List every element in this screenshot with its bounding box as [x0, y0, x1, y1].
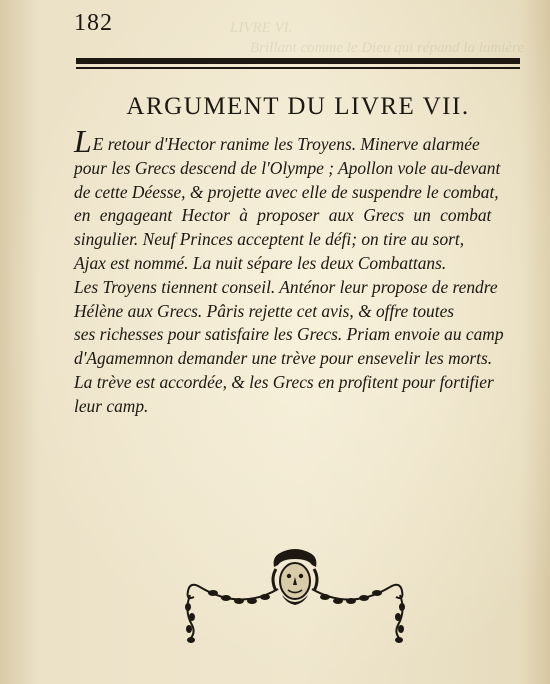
- thick-rule: [76, 58, 520, 64]
- text-line: Hélène aux Grecs. Pâris rejette cet avis, & offre toutes: [74, 300, 455, 321]
- text-line: de cette Déesse, & projette avec elle de suspendre le combat,: [74, 181, 499, 202]
- argument-text: [74, 123, 526, 419]
- thin-rule: [76, 67, 520, 69]
- text-line: d'Agamemnon demander une trève pour ensevelir les morts.: [74, 348, 493, 369]
- text-line: Les Troyens tiennent conseil. Anténor leur propose de rendre: [74, 276, 498, 297]
- header-rule: [76, 58, 520, 69]
- text-line: singulier. Neuf Princes acceptent le défi; on tire au sort,: [74, 229, 465, 250]
- drop-cap: L: [74, 123, 92, 159]
- text-line: La trève est accordée, & les Grecs en profitent pour fortifier: [74, 371, 494, 392]
- text-line-content: E retour d'Hector ranime les Troyens. Minerve alarmée: [92, 134, 480, 154]
- text-line: en engageant Hector à proposer aux Grecs un combat: [74, 205, 492, 226]
- text-line: Ajax est nommé. La nuit sépare les deux Combattans.: [74, 252, 447, 273]
- argument-heading: ARGUMENT DU LIVRE VII.: [126, 93, 470, 120]
- text-line: pour les Grecs descend de l'Olympe ; Apollon vole au-devant: [74, 157, 501, 178]
- bleed-through-text: LIVRE VI.: [230, 20, 293, 36]
- text-line: ses richesses pour satisfaire les Grecs. Priam envoie au camp: [74, 324, 504, 345]
- bleed-through-text: Brillant comme le Dieu qui répand la lumière: [250, 40, 524, 56]
- text-line: leur camp.: [74, 395, 149, 416]
- mask-garland-ornament-icon: [170, 545, 420, 645]
- text-line: [74, 123, 526, 159]
- page-number: 182: [74, 10, 113, 36]
